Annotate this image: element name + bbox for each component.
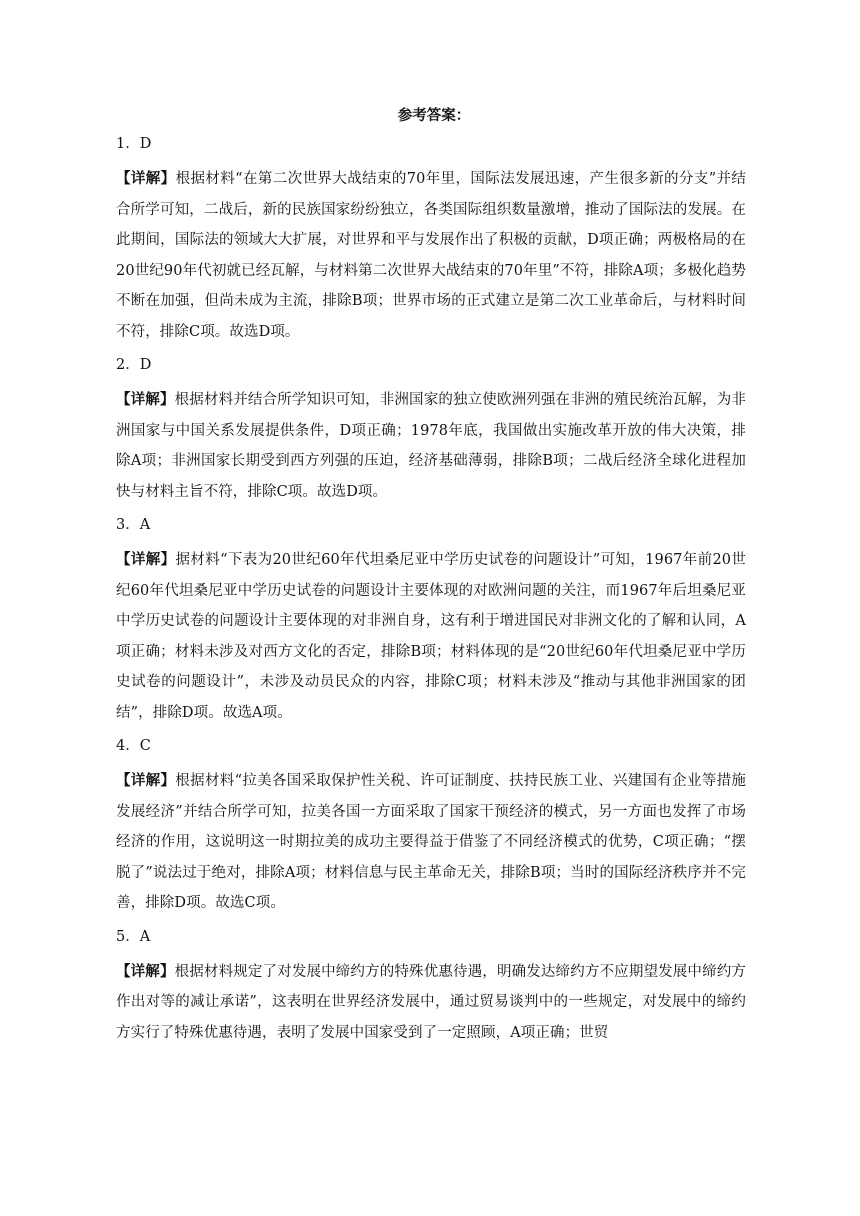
question-number: 1．D <box>116 136 152 152</box>
explanation <box>116 385 746 507</box>
answer-item <box>116 355 746 507</box>
explanation <box>116 545 746 728</box>
answer-item <box>116 927 746 1049</box>
page-title: 参考答案： <box>397 108 471 124</box>
question-number: 2．D <box>116 357 152 373</box>
explanation-text: 根据材料“在第二次世界大战结束的70年里，国际法发展迅速，产生很多新的分支”并结合所学可知，二战后，新的民族国家纷纷独立，各类国际组织数量激增，推动了国际法的发展。在此期间，国际法的领域大大扩展，对世界和平与发展作出了积极的贡献，D项正确；两极格局的在20世纪90年代初就已经瓦解，与材料第二次世界大战结束的70年里”不符，排除A项；多极化趋势不断在加强，但尚未成为主流，排除B项；世界市场的正式建立是第二次工业革命后，与材料时间不符，排除C项。故选D项。 <box>116 171 746 340</box>
explanation-tag: 【详解】 <box>116 552 176 568</box>
explanation <box>116 164 746 347</box>
question-number: 5．A <box>116 928 151 945</box>
explanation-text: 据材料“下表为20世纪60年代坦桑尼亚中学历史试卷的问题设计”可知，1967年前20世纪60年代坦桑尼亚中学历史试卷的问题设计主要体现的对欧洲问题的关注，而1967年后坦桑尼亚中学历史试卷的问题设计主要体现的对非洲自身，这有利于增进国民对非洲文化的了解和认同，A项正确；材料未涉及对西方文化的否定，排除B项；材料体现的是“20世纪60年代坦桑尼亚中学历史试卷的问题设计”，未涉及动员民众的内容，排除C项；材料未涉及“推动与其他非洲国家的团结”，排除D项。故选A项。 <box>116 552 746 721</box>
answer-item <box>116 515 746 728</box>
explanation-text: 根据材料并结合所学知识可知，非洲国家的独立使欧洲列强在非洲的殖民统治瓦解，为非洲国家与中国关系发展提供条件，D项正确；1978年底，我国做出实施改革开放的伟大决策，排除A项；非洲国家长期受到西方列强的压迫，经济基础薄弱，排除B项；二战后经济全球化进程加快与材料主旨不符，排除C项。故选D项。 <box>116 392 746 500</box>
explanation-text: 根据材料“拉美各国采取保护性关税、许可证制度、扶持民族工业、兴建国有企业等措施发展经济”并结合所学可知，拉美各国一方面采取了国家干预经济的模式，另一方面也发挥了市场经济的作用，这说明这一时期拉美的成功主要得益于借鉴了不同经济模式的优势，C项正确；“摆脱了”说法过于绝对，排除A项；材料信息与民主革命无关，排除B项；当时的国际经济秩序并不完善，排除D项。故选C项。 <box>116 773 747 911</box>
answer-page <box>116 106 746 1056</box>
explanation <box>116 766 746 919</box>
question-number: 3．A <box>116 517 151 533</box>
explanation-tag: 【详解】 <box>116 963 175 980</box>
explanation-text: 根据材料规定了对发展中缔约方的特殊优惠待遇，明确发达缔约方不应期望发展中缔约方作出对等的减让承诺”，这表明在世界经济发展中，通过贸易谈判中的一些规定，对发展中的缔约方实行了特殊优惠待遇，表明了发展中国家受到了一定照顾，A项正确；世贸 <box>116 963 746 1041</box>
question-number: 4．C <box>116 738 151 754</box>
explanation <box>116 957 746 1049</box>
explanation-tag: 【详解】 <box>116 392 175 408</box>
answer-item <box>116 134 746 347</box>
answer-item <box>116 736 746 919</box>
explanation-tag: 【详解】 <box>116 171 176 187</box>
explanation-tag: 【详解】 <box>116 773 176 789</box>
